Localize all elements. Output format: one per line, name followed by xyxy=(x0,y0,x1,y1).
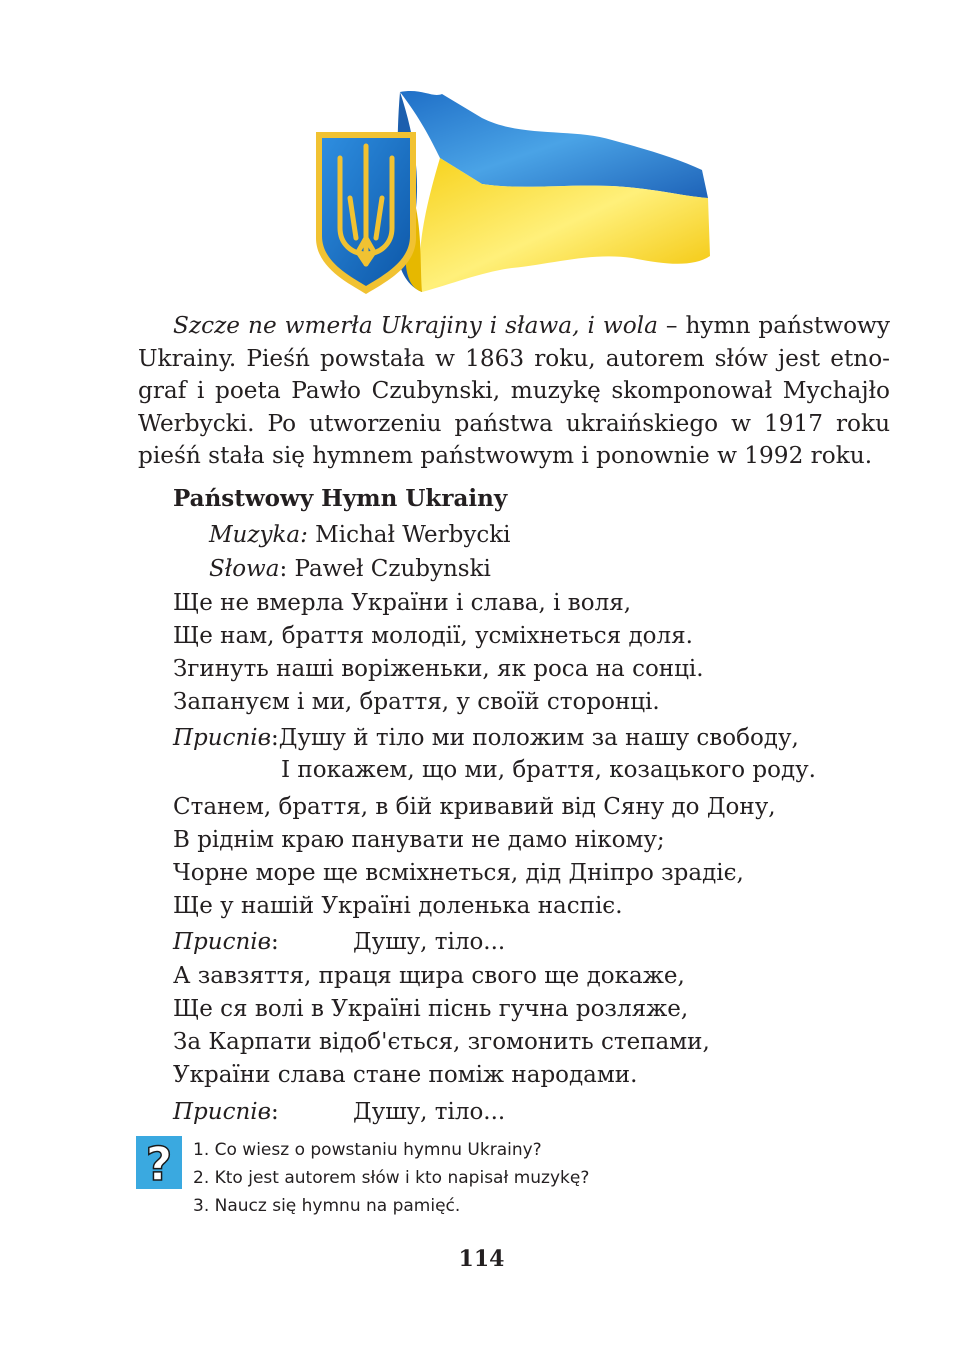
verse-line: Чорне море ще всміхнеться, дід Дніпро зрадіє, xyxy=(173,860,744,886)
chorus-label: Приспів xyxy=(173,1099,272,1125)
verse-line: За Карпати відоб'ється, згомонить степами, xyxy=(173,1029,710,1055)
anthem-heading: Państwowy Hymn Ukrainy xyxy=(173,485,508,512)
verse-line: А завзяття, праця щира свого ще докаже, xyxy=(173,963,685,989)
chorus-label: Приспів xyxy=(173,929,272,955)
verse-line: Станем, браття, в бій кривавий від Сяну до Дону, xyxy=(173,794,776,820)
music-credit xyxy=(209,522,511,548)
intro-line-3: graf i poeta Pawło Czubynski, muzykę skomponował Mychajło xyxy=(138,377,890,405)
chorus-line-1: Приспів:Душу й тіло ми положим за нашу свободу, xyxy=(173,725,799,751)
questions-list xyxy=(193,1136,589,1220)
verse-line: Ще не вмерла України і слава, і воля, xyxy=(173,590,632,616)
chorus-reference-2: Приспів: xyxy=(173,1099,279,1125)
question-item: 3. Naucz się hymnu na pamięć. xyxy=(193,1196,461,1216)
music-label: Muzyka: xyxy=(209,522,308,548)
question-item: 1. Co wiesz o powstaniu hymnu Ukrainy? xyxy=(193,1140,542,1160)
chorus-reference-1: Приспів: xyxy=(173,929,279,955)
ukraine-flag-and-coat-of-arms-illustration xyxy=(312,88,710,296)
coat-of-arms-icon xyxy=(316,132,416,294)
chorus-text-1: Душу й тіло ми положим за нашу свободу, xyxy=(278,725,799,751)
intro-line-2: Ukrainy. Pieśń powstała w 1863 roku, autorem słów jest etno- xyxy=(138,344,890,372)
anthem-title-italic: Szcze ne wmerła Ukrajiny i sława, i wola xyxy=(173,312,658,339)
question-item: 2. Kto jest autorem słów i kto napisał muzykę? xyxy=(193,1168,590,1188)
verse-3 xyxy=(173,960,710,1092)
verse-line: Згинуть наші воріженьки, як роса на сонці. xyxy=(173,656,704,682)
question-mark-icon xyxy=(136,1136,182,1189)
chorus-reference-text: Душу, тіло... xyxy=(353,929,506,955)
svg-text:?: ? xyxy=(145,1137,173,1188)
verse-line: Ще нам, браття молодії, усміхнеться доля. xyxy=(173,623,693,649)
verse-line: Запануєм і ми, браття, у своїй сторонці. xyxy=(173,689,660,715)
intro-paragraph xyxy=(138,310,890,473)
words-author: : Paweł Czubynski xyxy=(279,556,491,582)
question-mark-glyph xyxy=(139,1138,179,1188)
verse-line: В ріднім краю панувати не дамо нікому; xyxy=(173,827,665,853)
words-label: Słowa xyxy=(209,556,280,582)
music-author: Michał Werbycki xyxy=(307,522,511,548)
verse-line: Ще у нашій Україні доленька наспіє. xyxy=(173,893,623,919)
flag xyxy=(396,91,710,292)
verse-line: Ще ся волі в Україні піснь гучна розляже, xyxy=(173,996,689,1022)
verse-1 xyxy=(173,587,704,719)
intro-line-1: Szcze ne wmerła Ukrajiny i sława, i wola – hymn państwowy xyxy=(173,312,890,339)
verse-line: України слава стане поміж народами. xyxy=(173,1062,638,1088)
intro-line-4: Werbycki. Po utworzeniu państwa ukraińskiego w 1917 roku xyxy=(138,409,890,437)
words-credit xyxy=(209,556,491,582)
chorus-line-2: І покажем, що ми, браття, козацького роду. xyxy=(281,757,816,783)
chorus-reference-text: Душу, тіло... xyxy=(353,1099,506,1125)
verse-2 xyxy=(173,791,776,923)
chorus-label: Приспів xyxy=(173,725,272,751)
page-number: 114 xyxy=(458,1246,505,1272)
intro-line-5: pieśń stała się hymnem państwowym i ponownie w 1992 roku. xyxy=(138,442,873,470)
